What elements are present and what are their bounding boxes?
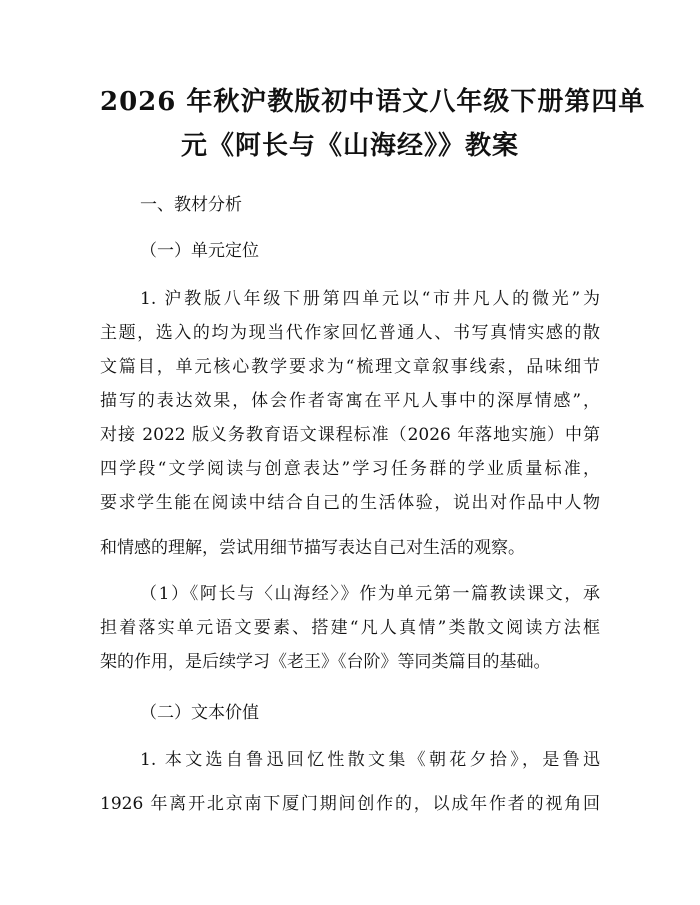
subsection-heading-text-value: （二）文本价值 [140, 703, 259, 723]
paragraph-1-line: 要求学生能在阅读中结合自己的生活体验，说出对作品中人物 [100, 493, 600, 513]
paragraph-1-line: 1. 沪教版八年级下册第四单元以“市井凡人的微光”为 [140, 289, 600, 309]
paragraph-1-line: 和情感的理解，尝试用细节描写表达自己对生活的观察。 [100, 538, 525, 558]
paragraph-1-line: 对接 2022 版义务教育语文课程标准（2026 年落地实施）中第 [100, 425, 600, 445]
paragraph-1-line: 主题，选入的均为现当代作家回忆普通人、书写真情实感的散 [100, 323, 600, 343]
paragraph-3-line: 1926 年离开北京南下厦门期间创作的，以成年作者的视角回 [100, 794, 600, 814]
paragraph-1-line: 描写的表达效果，体会作者寄寓在平凡人事中的深厚情感”， [100, 391, 600, 411]
paragraph-2-line: （1）《阿长与〈山海经〉》作为单元第一篇教读课文，承 [140, 584, 600, 604]
paragraph-2-line: 担着落实单元语文要素、搭建“凡人真情”类散文阅读方法框 [100, 618, 600, 638]
section-heading-textbook-analysis: 一、教材分析 [140, 195, 242, 215]
paragraph-3-line: 1. 本文选自鲁迅回忆性散文集《朝花夕拾》，是鲁迅 [140, 750, 600, 770]
paragraph-1-line: 文篇目，单元核心教学要求为“梳理文章叙事线索，品味细节 [100, 357, 600, 377]
paragraph-2-line: 架的作用，是后续学习《老王》《台阶》等同类篇目的基础。 [100, 652, 551, 672]
subsection-heading-unit-positioning: （一）单元定位 [140, 241, 259, 261]
document-title-line-1: 2026 年秋沪教版初中语文八年级下册第四单 [100, 87, 646, 117]
paragraph-1-line: 四学段“文学阅读与创意表达”学习任务群的学业质量标准， [100, 459, 600, 479]
document-title-line-2: 元《阿长与《山海经》》教案 [180, 131, 519, 161]
